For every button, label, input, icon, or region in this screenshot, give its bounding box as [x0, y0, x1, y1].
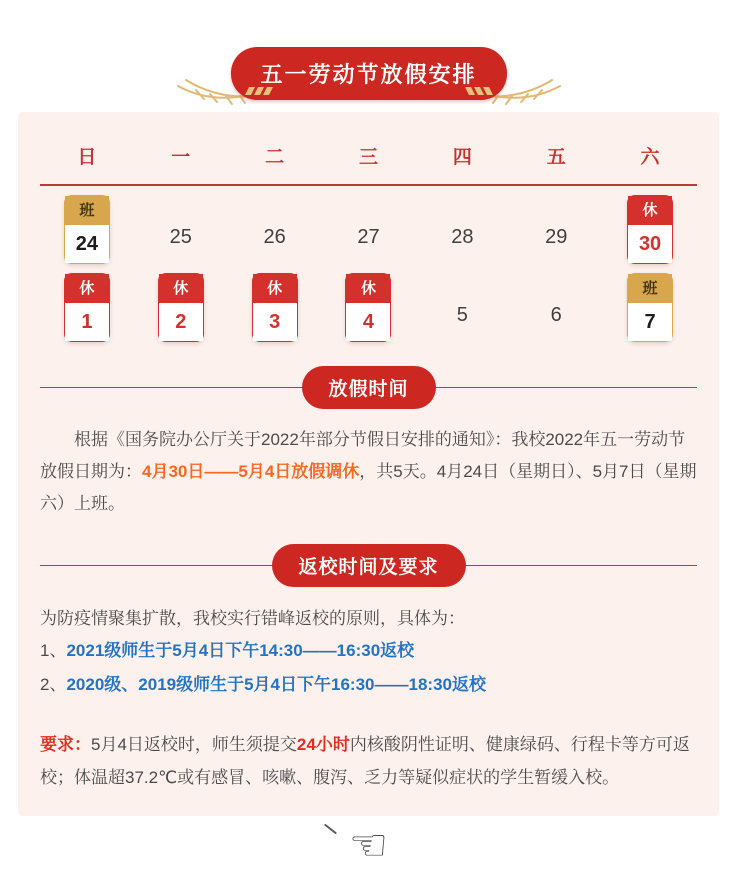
motion-dash	[323, 824, 336, 835]
date-number: 3	[253, 303, 297, 341]
holiday-text-before: 根据《国务院办公厅关于2022年部分节假日安排的通知》：我校2022年五一劳动节放假日期为：	[40, 430, 686, 481]
notice-panel	[18, 112, 719, 816]
date-number: 2	[159, 303, 203, 341]
hand-pointer-area	[0, 822, 737, 874]
requirements-label: 要求：	[40, 735, 91, 754]
calendar-date-card	[252, 273, 298, 342]
requirements-text-after: 内核酸阴性证明、健康绿码、行程卡等方可返校；体温超37.2℃或有感冒、咳嗽、腹泻、乏力等疑似症状的学生暂缓入校。	[40, 735, 690, 787]
calendar-row-2	[40, 272, 697, 342]
divider-line	[40, 387, 302, 388]
chevron-decoration-right-icon	[463, 87, 493, 95]
calendar-date-card	[64, 273, 110, 342]
weekday-label: 五	[546, 147, 566, 168]
holiday-paragraph	[40, 424, 697, 520]
divider-line	[466, 565, 698, 566]
item-prefix: 2、	[40, 675, 67, 694]
holiday-text-after: ，共5天。4月24日（星期日）、5月7日（星期六）上班。	[40, 462, 697, 513]
chevron-decoration-left-icon	[244, 87, 274, 95]
work-day-tag: 班	[628, 274, 672, 303]
weekday-label: 二	[265, 147, 285, 168]
rest-day-tag: 休	[159, 274, 203, 303]
calendar-date-card	[627, 195, 673, 264]
rest-day-tag: 休	[253, 274, 297, 303]
rest-day-tag: 休	[65, 274, 109, 303]
requirements-highlight: 24小时	[296, 735, 350, 754]
section-title: 放假时间	[302, 366, 436, 409]
calendar-date-card	[627, 273, 673, 342]
calendar-date: 5	[456, 304, 468, 326]
item-schedule: 2020级、2019级师生于5月4日下午16:30——18:30返校	[66, 675, 486, 694]
calendar-row-1	[40, 194, 697, 264]
divider-line	[436, 387, 698, 388]
calendar-date: 26	[263, 226, 286, 248]
date-number: 4	[346, 303, 390, 341]
item-schedule: 2021级师生于5月4日下午14:30——16:30返校	[66, 641, 415, 660]
title-banner	[0, 0, 737, 112]
rest-day-tag: 休	[628, 196, 672, 225]
holiday-date-highlight: 4月30日——5月4日放假调休	[142, 462, 360, 481]
calendar-date-card	[158, 273, 204, 342]
calendar-date: 25	[169, 226, 192, 248]
section-title: 返校时间及要求	[272, 544, 466, 587]
return-intro: 为防疫情聚集扩散，我校实行错峰返校的原则，具体为：	[40, 609, 465, 628]
requirements-paragraph	[40, 728, 697, 794]
rest-day-tag: 休	[346, 274, 390, 303]
pointing-hand-icon: ☜	[348, 821, 389, 870]
date-number: 1	[65, 303, 109, 341]
date-number: 30	[628, 225, 672, 263]
calendar-weekday-header	[40, 128, 697, 186]
weekday-label: 四	[452, 147, 472, 168]
section-header-return-time	[40, 544, 697, 587]
section-header-holiday-time	[40, 366, 697, 409]
return-item-1	[40, 634, 697, 668]
item-prefix: 1、	[40, 641, 67, 660]
requirements-text-before: 5月4日返校时，师生须提交	[91, 735, 297, 754]
date-number: 7	[628, 303, 672, 341]
divider-line	[40, 565, 272, 566]
weekday-label: 日	[77, 147, 97, 168]
return-item-2	[40, 668, 697, 702]
calendar-date: 27	[357, 226, 380, 248]
work-day-tag: 班	[65, 196, 109, 225]
weekday-label: 六	[640, 147, 660, 168]
weekday-label: 三	[358, 147, 378, 168]
calendar-date: 6	[550, 304, 562, 326]
calendar-date-card	[345, 273, 391, 342]
date-number: 24	[65, 225, 109, 263]
calendar-date: 28	[451, 226, 474, 248]
calendar-date-card	[64, 195, 110, 264]
calendar-date: 29	[545, 226, 568, 248]
page-title	[230, 47, 506, 100]
weekday-label: 一	[171, 147, 191, 168]
page-title-text: 五一劳动节放假安排	[260, 62, 477, 87]
